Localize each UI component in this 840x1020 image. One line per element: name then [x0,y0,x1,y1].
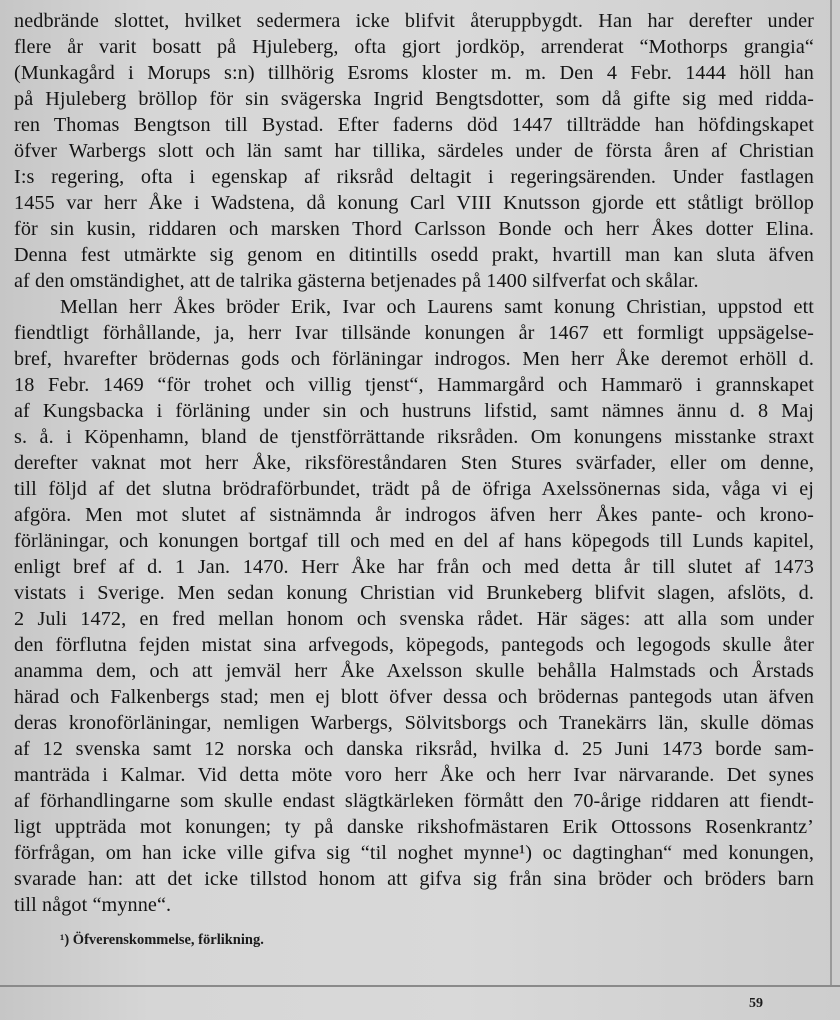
text-line: af Kungsbacka i förläning under sin och hustruns lifstid, samt nämnes ännu d. 8 Maj [14,400,814,422]
text-line: ligt uppträda mot konungen; ty på danske rikshofmästaren Erik Ottossons Rosenkrantz’ [14,816,814,838]
text-line: öfver Warbergs slott och län samt har tillika, särdeles under de första åren af Christian [14,140,814,162]
text-line: (Munkagård i Morups s:n) tillhörig Esroms kloster m. m. Den 4 Febr. 1444 höll han [14,62,814,84]
text-line: 18 Febr. 1469 “för trohet och villig tjenst“, Hammargård och Hammarö i grannskapet [14,374,814,396]
text-line: på Hjuleberg bröllop för sin svägerska Ingrid Bengtsdotter, som då gifte sig med ridda- [14,88,814,110]
text-line: till något “mynne“. [14,894,172,916]
text-line: deras kronoförläningar, nemligen Warbergs, Sölvitsborgs och Tranekärrs län, skulle dömas [14,712,814,734]
footnote: ¹) Öfverenskommelse, förlikning. [60,932,264,948]
text-line: s. å. i Köpenhamn, bland de tjenstförrättande riksråden. Om konungens misstanke straxt [14,426,814,448]
text-line: anamma dem, och att jemväl herr Åke Axelsson skulle behålla Halmstads och Årstads [14,660,814,682]
text-line: svarade han: att det icke tillstod honom att gifva sig från sina bröder och bröders barn [14,868,814,890]
text-line: nedbrände slottet, hvilket sedermera icke blifvit återuppbygdt. Han har derefter under [14,10,814,32]
page-edge-bottom [0,985,840,987]
text-line: härad och Falkenbergs stad; men ej blott öfver dessa och brödernas pantegods utan äfven [14,686,814,708]
body-text [14,8,814,918]
text-line: fiendtligt förhållande, ja, herr Ivar tillsände konungen år 1467 ett formligt uppsägelse- [14,322,814,344]
text-line: flere år varit bosatt på Hjuleberg, ofta gjort jordköp, arrenderat “Mothorps grangia“ [14,36,814,58]
text-line: 1455 var herr Åke i Wadstena, då konung Carl VIII Knutsson gjorde ett ståtligt bröllop [14,192,814,214]
text-line: I:s regering, ofta i egenskap af riksråd deltagit i regeringsärenden. Under fastlagen [14,166,814,188]
text-line: 2 Juli 1472, en fred mellan honom och svenska rådet. Här säges: att alla som under [14,608,814,630]
text-line: bref, hvarefter brödernas gods och förläningar indrogos. Men herr Åke deremot erhöll d. [14,348,814,370]
text-line: vistats i Sverige. Men sedan konung Christian vid Brunkeberg blifvit slagen, afslöts, d. [14,582,814,604]
text-line: ren Thomas Bengtson till Bystad. Efter faderns död 1447 tillträdde han höfdingskapet [14,114,814,136]
text-line: derefter vaknat mot herr Åke, riksföreståndaren Sten Stures svärfader, eller om denne, [14,452,814,474]
text-line: för sin kusin, riddaren och marsken Thord Carlsson Bonde och herr Åkes dotter Elina. [14,218,814,240]
page-edge-right [830,0,832,985]
text-line: enligt bref af d. 1 Jan. 1470. Herr Åke har från och med detta år till slutet af 1473 [14,556,814,578]
text-line: af förhandlingarne som skulle endast slägtkärleken förmått den 70-årige riddaren att fiendt- [14,790,814,812]
text-line: förläningar, och konungen bortgaf till och med en del af hans köpegods till Lunds kapitel, [14,530,814,552]
text-line: af den omständighet, att de talrika gästerna betjenades på 1400 silfverfat och skålar. [14,270,699,292]
text-line: afgöra. Men mot slutet af sistnämnda år indrogos äfven herr Åkes pante- och krono- [14,504,814,526]
text-line: den förflutna fejden mistat sina arfvegods, köpegods, pantegods och legogods skulle åter [14,634,814,656]
page-number: 59 [749,996,763,1011]
text-line: manträda i Kalmar. Vid detta möte voro herr Åke och herr Ivar närvarande. Det synes [14,764,814,786]
text-line: förfrågan, om han icke ville gifva sig “til noghet mynne¹) oc dagtinghan“ med konungen, [14,842,814,864]
text-line: Denna fest utmärkte sig genom en ditintills osedd prakt, hvartill man kan sluta äfven [14,244,814,266]
text-line: Mellan herr Åkes bröder Erik, Ivar och Laurens samt konung Christian, uppstod ett [60,296,814,318]
text-line: af 12 svenska samt 12 norska och danska riksråd, hvilka d. 25 Juni 1473 borde sam- [14,738,814,760]
text-line: till följd af det slutna brödraförbundet, trädt på de öfriga Axelssönernas sida, våga vi ej [14,478,814,500]
